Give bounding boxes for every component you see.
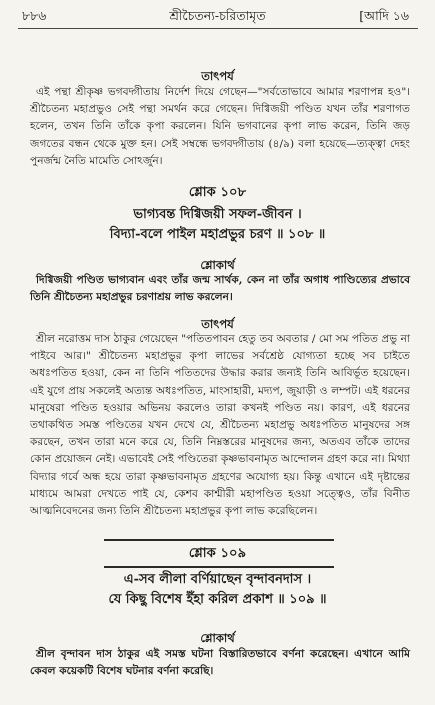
verse-line: ভাগ্যবন্ত দিগ্বিজয়ী সফল-জীবন । <box>133 207 302 222</box>
page-header <box>0 6 435 26</box>
page-number: ৮৮৬ <box>22 8 47 23</box>
verse-number: শ্লোক ১০৯ <box>188 546 247 561</box>
translation-paragraph: দিগ্বিজয়ী পণ্ডিত ভাগ্যবান এবং তাঁর জন্ম সার্থক, কেন না তাঁর অগাধ পাণ্ডিত্যের প্রভাবে তিনি শ্রীচৈতন্য মহাপ্রভুর চরণাশ্রয় লাভ করলেন। <box>30 274 410 304</box>
header-rule <box>18 28 418 29</box>
purport-heading: তাৎপর্য <box>201 69 234 83</box>
verse-number: শ্লোক ১০৮ <box>188 185 247 200</box>
translation-heading: শ্লোকার্থ <box>200 258 235 272</box>
verse-line: এ-সব লীলা বর্ণিয়াছেন বৃন্দাবনদাস । <box>123 572 312 587</box>
translation-heading: শ্লোকার্থ <box>200 631 235 645</box>
verse-text <box>0 570 435 610</box>
verse-line: যে কিছু বিশেষ ইঁহা করিল প্রকাশ ॥ ১০৯ ॥ <box>108 592 327 607</box>
chapter-reference: [আদি ১৬ <box>359 8 409 23</box>
verse-line: বিদ্যা-বলে পাইল মহাপ্রভুর চরণ ॥ ১০৮ ॥ <box>109 227 326 242</box>
verse-top-bar <box>104 539 334 541</box>
running-title: শ্রীচৈতন্য-চরিতামৃত <box>169 8 266 23</box>
verse-text <box>0 205 435 245</box>
purport-heading: তাৎপর্য <box>201 317 234 331</box>
purport-paragraph: এই পন্থা শ্রীকৃষ্ণ ভগবদ্গীতায় নির্দেশ দিয়ে গেছেন—"সর্বতোভাবে আমার শরণাপন্ন হও"। শ্রীচৈতন্য মহাপ্রভুও সেই পন্থা সমর্থন করে গেছেন। দিগ্বিজয়ী পণ্ডিত যখন তাঁর শরণাগত হলেন, তখন তিনি তাঁকে কৃপা করলেন। যিনি ভগবানের কৃপা লাভ করেন, তিনি জড় জগতের বন্ধন থেকে মুক্ত হন। সেই সম্বন্ধে ভগবদ্গীতায় (৪/৯) বলা হয়েছে—ত্যক্ত্বা দেহং পুনর্জন্ম নৈতি মামেতি সোঽর্জুন। <box>30 86 410 167</box>
verse-divider <box>104 566 334 568</box>
purport-paragraph: শ্রীল নরোত্তম দাস ঠাকুর গেয়েছেন "পতিতপাবন হেতু তব অবতার / মো সম পতিত প্রভু না পাইবে আর।" শ্রীচৈতন্য মহাপ্রভুর কৃপা লাভের সর্বশ্রেষ্ঠ যোগ্যতা হচ্ছে সব চাইতে অধঃপতিত হওয়া, কেন না তিনি পতিতদের উদ্ধার করার জন্যই তিনি আবির্ভূত হয়েছেন। এই যুগে প্রায় সকলেই অত্যন্ত অধঃপতিত, মাংসাহারী, মদ্যপ, জুয়াড়ী ও লম্পট। এই ধরনের মানুষেরা পণ্ডিত হওয়ার অভিনয় করলেও তারা কখনই পণ্ডিত নয়। কারণ, এই ধরনের তথাকথিত সমস্ত পণ্ডিতের যখন দেখে যে, শ্রীচৈতন্য মহাপ্রভু অধঃপতিত মানুষদের সঙ্গ করছেন, তখন তারা মনে করে যে, তিনি নিম্নস্তরের মানুষদের জন্য, অতএব তাঁকে তাদের কোন প্রয়োজন নেই। এভাবেই সেই পণ্ডিতেরা কৃষ্ণভাবনামৃত আন্দোলন গ্রহণ করে না। মিথ্যা বিদ্যার গর্বে অন্ধ হয়ে তারা কৃষ্ণভাবনামৃত গ্রহণের অযোগ্য হয়। কিন্তু এখানে এই দৃষ্টান্তের মাধ্যমে আমরা দেখতে পাই যে, কেশব কাশ্মীরী মহাপণ্ডিত হওয়া সত্ত্বেও, তাঁর বিনীত আত্মনিবেদনের জন্য তিনি শ্রীচৈতন্য মহাপ্রভুর কৃপা লাভ করেছিলেন। <box>30 333 410 518</box>
translation-paragraph: শ্রীল বৃন্দাবন দাস ঠাকুর এই সমস্ত ঘটনা বিস্তারিতভাবে বর্ণনা করেছেন। এখানে আমি কেবল কয়েকটি বিশেষ ঘটনার বর্ণনা করেছি। <box>30 648 410 678</box>
